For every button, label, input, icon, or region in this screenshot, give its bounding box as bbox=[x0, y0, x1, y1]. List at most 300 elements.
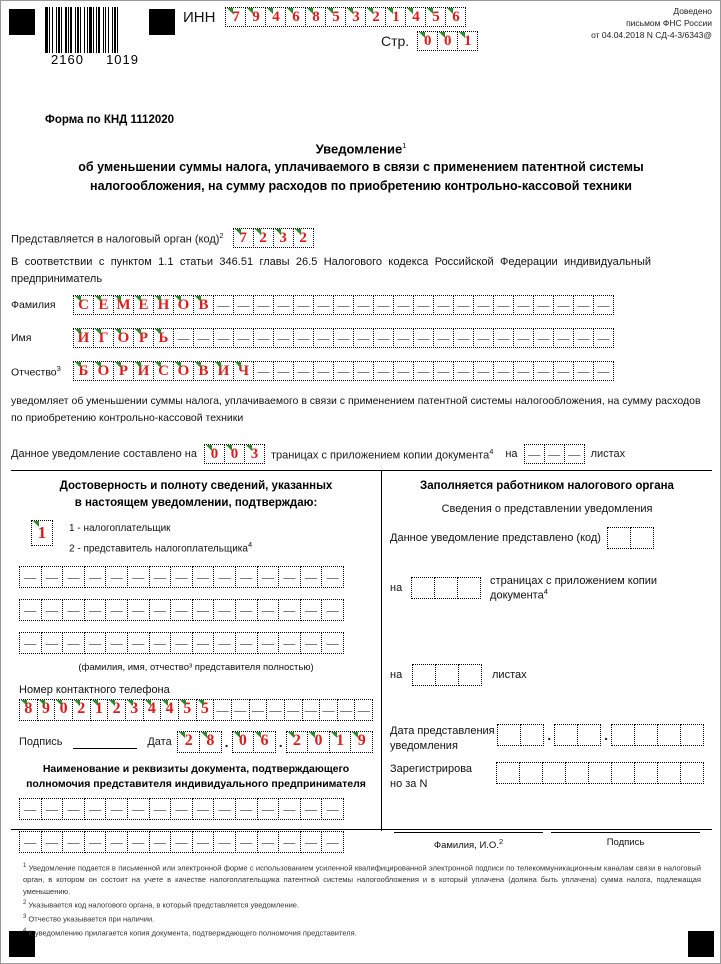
signature-date-input[interactable] bbox=[177, 731, 373, 753]
form-cell[interactable] bbox=[565, 762, 589, 784]
form-cell[interactable] bbox=[493, 328, 514, 348]
representative-name-row[interactable] bbox=[19, 599, 373, 621]
form-cell[interactable] bbox=[127, 798, 150, 820]
form-cell[interactable] bbox=[300, 599, 323, 621]
form-cell[interactable] bbox=[170, 798, 193, 820]
form-cell[interactable] bbox=[657, 762, 681, 784]
form-cell[interactable] bbox=[313, 328, 334, 348]
registration-number-input[interactable] bbox=[496, 762, 704, 784]
form-cell[interactable] bbox=[458, 664, 482, 686]
form-cell[interactable] bbox=[293, 295, 314, 315]
submission-date-label-line2: уведомления bbox=[390, 739, 458, 752]
signer-type-footnote-ref: 4 bbox=[247, 540, 253, 549]
form-cell[interactable] bbox=[278, 632, 301, 654]
form-cell[interactable] bbox=[235, 566, 258, 588]
form-cell[interactable]: 0 bbox=[204, 444, 225, 464]
document-title-line2: об уменьшении суммы налога, уплачиваемого в связи с применением патентной системы bbox=[78, 160, 644, 175]
officer-leaves-input[interactable] bbox=[412, 664, 482, 686]
form-cell[interactable] bbox=[278, 798, 301, 820]
form-cell[interactable] bbox=[393, 361, 414, 381]
form-cell[interactable] bbox=[333, 361, 354, 381]
form-cell[interactable]: В bbox=[193, 295, 214, 315]
form-cell[interactable]: 5 bbox=[325, 7, 346, 27]
source-note-line1: Доведено bbox=[673, 6, 712, 16]
form-cell[interactable]: 0 bbox=[232, 731, 255, 753]
form-cell[interactable]: О bbox=[173, 361, 194, 381]
form-cell[interactable] bbox=[62, 831, 85, 853]
form-cell[interactable] bbox=[493, 361, 514, 381]
form-cell[interactable]: 2 bbox=[107, 699, 126, 721]
form-cell[interactable] bbox=[313, 361, 334, 381]
footnote-text: Указывается код налогового органа, в который представляется уведомление. bbox=[26, 900, 300, 910]
form-cell[interactable]: Н bbox=[153, 295, 174, 315]
registration-number-label-line1: Зарегистрирова bbox=[390, 762, 473, 775]
form-cell[interactable] bbox=[393, 328, 414, 348]
officer-date-separator-2: . bbox=[604, 726, 608, 743]
surname-input[interactable] bbox=[73, 295, 614, 315]
form-cell[interactable] bbox=[533, 361, 554, 381]
form-cell[interactable]: 8 bbox=[305, 7, 326, 27]
form-cell[interactable]: О bbox=[93, 361, 114, 381]
form-cell[interactable]: 7 bbox=[233, 228, 254, 248]
form-cell[interactable] bbox=[170, 599, 193, 621]
form-cell[interactable]: 1 bbox=[457, 31, 478, 51]
authority-doc-input[interactable] bbox=[19, 798, 373, 853]
form-cell[interactable] bbox=[593, 361, 614, 381]
form-cell[interactable] bbox=[213, 566, 236, 588]
form-cell[interactable] bbox=[84, 798, 107, 820]
tax-authority-code-input[interactable] bbox=[233, 228, 314, 248]
form-cell[interactable] bbox=[321, 798, 344, 820]
form-cell[interactable] bbox=[193, 328, 214, 348]
form-cell[interactable]: 7 bbox=[225, 7, 246, 27]
form-cell[interactable] bbox=[127, 566, 150, 588]
form-cell[interactable]: 1 bbox=[329, 731, 352, 753]
form-cell[interactable] bbox=[413, 328, 434, 348]
form-cell[interactable] bbox=[353, 328, 374, 348]
form-cell[interactable] bbox=[411, 577, 435, 599]
form-cell[interactable] bbox=[105, 566, 128, 588]
form-cell[interactable] bbox=[553, 295, 574, 315]
form-cell[interactable]: С bbox=[153, 361, 174, 381]
patronymic-input[interactable] bbox=[73, 361, 614, 381]
officer-pages-input[interactable] bbox=[411, 577, 481, 599]
form-cell[interactable] bbox=[293, 328, 314, 348]
phone-input[interactable] bbox=[19, 699, 373, 721]
taxpayer-section-heading bbox=[19, 478, 373, 512]
authority-doc-caption bbox=[19, 762, 373, 792]
form-cell[interactable] bbox=[300, 798, 323, 820]
form-cell[interactable] bbox=[273, 361, 294, 381]
form-cell[interactable] bbox=[257, 566, 280, 588]
form-cell[interactable] bbox=[105, 632, 128, 654]
leaves-count-input[interactable] bbox=[524, 444, 585, 464]
submission-code-input[interactable] bbox=[607, 527, 654, 549]
footnote bbox=[23, 861, 701, 897]
form-cell[interactable] bbox=[544, 444, 565, 464]
form-cell[interactable]: 4 bbox=[160, 699, 179, 721]
form-cell[interactable] bbox=[149, 632, 172, 654]
form-cell[interactable] bbox=[127, 599, 150, 621]
officer-signature-row bbox=[390, 832, 704, 851]
form-cell[interactable] bbox=[41, 566, 64, 588]
form-cell[interactable] bbox=[577, 724, 601, 746]
form-cell[interactable] bbox=[253, 295, 274, 315]
form-cell[interactable] bbox=[266, 699, 285, 721]
form-cell[interactable] bbox=[473, 295, 494, 315]
form-cell[interactable] bbox=[41, 831, 64, 853]
form-cell[interactable] bbox=[496, 762, 520, 784]
form-cell[interactable]: 2 bbox=[286, 731, 309, 753]
form-cell[interactable] bbox=[213, 599, 236, 621]
form-cell[interactable] bbox=[257, 632, 280, 654]
document-title-main bbox=[61, 136, 661, 158]
form-cell[interactable] bbox=[630, 527, 654, 549]
form-cell[interactable] bbox=[149, 566, 172, 588]
form-cell[interactable]: И bbox=[133, 361, 154, 381]
form-cell[interactable] bbox=[257, 798, 280, 820]
form-cell[interactable] bbox=[293, 361, 314, 381]
form-cell[interactable]: 8 bbox=[19, 699, 38, 721]
form-cell[interactable]: 1 bbox=[90, 699, 109, 721]
form-cell[interactable] bbox=[213, 699, 232, 721]
form-cell[interactable] bbox=[373, 328, 394, 348]
form-cell[interactable] bbox=[149, 599, 172, 621]
form-cell[interactable] bbox=[192, 632, 215, 654]
form-cell[interactable] bbox=[170, 632, 193, 654]
form-cell[interactable] bbox=[412, 664, 436, 686]
inn-label: ИНН bbox=[183, 8, 216, 26]
form-cell[interactable] bbox=[235, 632, 258, 654]
form-cell[interactable]: 9 bbox=[350, 731, 373, 753]
form-cell[interactable]: 4 bbox=[265, 7, 286, 27]
form-cell[interactable] bbox=[611, 762, 635, 784]
form-cell[interactable] bbox=[524, 444, 545, 464]
form-cell[interactable] bbox=[41, 798, 64, 820]
form-cell[interactable]: Ч bbox=[233, 361, 254, 381]
tax-authority-label-text: Представляется в налоговый орган (код) bbox=[11, 233, 220, 246]
form-cell[interactable]: 3 bbox=[273, 228, 294, 248]
form-cell[interactable] bbox=[284, 699, 303, 721]
tax-authority-label bbox=[11, 231, 224, 246]
form-cell[interactable] bbox=[213, 831, 236, 853]
form-cell[interactable]: 9 bbox=[37, 699, 56, 721]
form-cell[interactable]: 2 bbox=[293, 228, 314, 248]
form-cell[interactable] bbox=[105, 798, 128, 820]
form-cell[interactable]: Б bbox=[73, 361, 94, 381]
form-cell[interactable]: О bbox=[113, 328, 134, 348]
form-cell[interactable]: 8 bbox=[199, 731, 222, 753]
form-cell[interactable] bbox=[353, 361, 374, 381]
footnote-text: Отчество указывается при наличии. bbox=[26, 914, 155, 924]
officer-pages-prefix: на bbox=[390, 582, 403, 595]
form-cell[interactable] bbox=[573, 295, 594, 315]
form-cell[interactable] bbox=[302, 699, 321, 721]
form-cell[interactable] bbox=[84, 632, 107, 654]
form-cell[interactable] bbox=[321, 566, 344, 588]
firstname-label: Имя bbox=[11, 332, 32, 344]
form-cell[interactable]: 4 bbox=[405, 7, 426, 27]
form-cell[interactable] bbox=[84, 831, 107, 853]
form-cell[interactable] bbox=[149, 798, 172, 820]
firstname-input[interactable] bbox=[73, 328, 614, 348]
patronymic-label bbox=[11, 364, 73, 379]
form-cell[interactable] bbox=[249, 699, 268, 721]
form-cell[interactable]: Р bbox=[113, 361, 134, 381]
form-cell[interactable] bbox=[278, 599, 301, 621]
form-cell[interactable]: 0 bbox=[437, 31, 458, 51]
pages-count-input[interactable] bbox=[204, 444, 265, 464]
form-cell[interactable] bbox=[453, 295, 474, 315]
form-cell[interactable] bbox=[213, 328, 234, 348]
form-cell[interactable] bbox=[19, 831, 42, 853]
tax-officer-section bbox=[382, 471, 712, 851]
form-cell[interactable]: О bbox=[173, 295, 194, 315]
form-cell[interactable]: 4 bbox=[143, 699, 162, 721]
form-cell[interactable] bbox=[573, 361, 594, 381]
form-cell[interactable] bbox=[41, 632, 64, 654]
form-cell[interactable]: 3 bbox=[345, 7, 366, 27]
form-cell[interactable] bbox=[433, 328, 454, 348]
form-cell[interactable] bbox=[520, 724, 544, 746]
date-label: Дата bbox=[147, 736, 172, 749]
form-cell[interactable] bbox=[333, 295, 354, 315]
form-cell[interactable] bbox=[353, 295, 374, 315]
officer-name-footnote-ref: 2 bbox=[498, 836, 504, 846]
inn-input[interactable] bbox=[225, 7, 466, 27]
form-cell[interactable]: 0 bbox=[417, 31, 438, 51]
form-cell[interactable] bbox=[84, 566, 107, 588]
taxpayer-section bbox=[11, 471, 381, 831]
form-cell[interactable] bbox=[321, 599, 344, 621]
form-cell[interactable] bbox=[493, 295, 514, 315]
form-cell[interactable] bbox=[513, 361, 534, 381]
form-cell[interactable] bbox=[611, 724, 635, 746]
form-cell[interactable] bbox=[213, 295, 234, 315]
form-cell[interactable] bbox=[62, 566, 85, 588]
form-cell[interactable]: Е bbox=[133, 295, 154, 315]
form-cell[interactable] bbox=[105, 599, 128, 621]
leaves-suffix-label: листах bbox=[590, 448, 626, 460]
form-cell[interactable]: 2 bbox=[365, 7, 386, 27]
form-cell[interactable] bbox=[231, 699, 250, 721]
officer-sign-label: Подпись bbox=[606, 836, 645, 848]
form-cell[interactable] bbox=[413, 361, 434, 381]
form-cell[interactable] bbox=[680, 724, 704, 746]
form-cell[interactable] bbox=[373, 361, 394, 381]
submission-code-label: Данное уведомление представлено (код) bbox=[390, 532, 601, 544]
form-cell[interactable]: 3 bbox=[244, 444, 265, 464]
form-cell[interactable] bbox=[278, 831, 301, 853]
form-cell[interactable] bbox=[19, 632, 42, 654]
form-cell[interactable] bbox=[84, 599, 107, 621]
form-cell[interactable] bbox=[273, 295, 294, 315]
form-cell[interactable] bbox=[257, 599, 280, 621]
form-cell[interactable] bbox=[573, 328, 594, 348]
form-cell[interactable] bbox=[513, 328, 534, 348]
form-cell[interactable] bbox=[433, 295, 454, 315]
form-cell[interactable] bbox=[257, 831, 280, 853]
form-cell[interactable]: И bbox=[73, 328, 94, 348]
form-cell[interactable] bbox=[513, 295, 534, 315]
firstname-row bbox=[11, 328, 614, 348]
form-cell[interactable] bbox=[634, 762, 658, 784]
form-cell[interactable]: 5 bbox=[178, 699, 197, 721]
form-cell[interactable] bbox=[170, 831, 193, 853]
form-cell[interactable] bbox=[593, 295, 614, 315]
form-cell[interactable]: Ь bbox=[153, 328, 174, 348]
representative-name-caption: (фамилия, имя, отчество³ представителя полностью) bbox=[78, 662, 314, 674]
form-cell[interactable]: 3 bbox=[125, 699, 144, 721]
form-cell[interactable] bbox=[435, 664, 459, 686]
form-cell[interactable] bbox=[313, 295, 334, 315]
form-cell[interactable] bbox=[273, 328, 294, 348]
submission-date-row bbox=[390, 724, 704, 754]
form-cell[interactable] bbox=[564, 444, 585, 464]
form-cell[interactable] bbox=[235, 798, 258, 820]
form-cell[interactable] bbox=[170, 566, 193, 588]
form-cell[interactable] bbox=[278, 566, 301, 588]
form-cell[interactable] bbox=[554, 724, 578, 746]
representative-name-row[interactable] bbox=[19, 632, 373, 654]
form-cell[interactable]: 9 bbox=[245, 7, 266, 27]
form-cell[interactable] bbox=[213, 798, 236, 820]
form-cell[interactable] bbox=[533, 295, 554, 315]
form-cell[interactable] bbox=[105, 831, 128, 853]
form-cell[interactable] bbox=[434, 577, 458, 599]
form-cell[interactable]: В bbox=[193, 361, 214, 381]
form-cell[interactable]: 6 bbox=[445, 7, 466, 27]
form-cell[interactable]: 6 bbox=[285, 7, 306, 27]
form-cell[interactable] bbox=[321, 632, 344, 654]
form-cell[interactable] bbox=[19, 599, 42, 621]
form-cell[interactable] bbox=[233, 295, 254, 315]
form-cell[interactable] bbox=[192, 599, 215, 621]
form-cell[interactable] bbox=[553, 328, 574, 348]
form-cell[interactable]: С bbox=[73, 295, 94, 315]
signature-line[interactable] bbox=[73, 736, 138, 749]
form-cell[interactable]: 6 bbox=[253, 731, 276, 753]
form-cell[interactable] bbox=[473, 328, 494, 348]
form-cell[interactable] bbox=[213, 632, 236, 654]
form-cell[interactable] bbox=[593, 328, 614, 348]
submission-date-input[interactable] bbox=[497, 724, 704, 746]
authority-doc-row[interactable] bbox=[19, 831, 373, 853]
form-cell[interactable] bbox=[519, 762, 543, 784]
form-cell[interactable] bbox=[235, 831, 258, 853]
form-cell[interactable] bbox=[393, 295, 414, 315]
officer-pages-row bbox=[390, 575, 704, 602]
date-separator-1: . bbox=[224, 734, 229, 751]
form-cell[interactable] bbox=[62, 798, 85, 820]
form-cell[interactable] bbox=[433, 361, 454, 381]
form-cell[interactable] bbox=[149, 831, 172, 853]
form-cell[interactable]: 5 bbox=[196, 699, 215, 721]
form-cell[interactable] bbox=[41, 599, 64, 621]
source-note bbox=[591, 5, 712, 41]
form-cell[interactable] bbox=[62, 632, 85, 654]
officer-sign-line[interactable] bbox=[551, 832, 700, 833]
paragraph-legal-basis: В соответствии с пунктом 1.1 статьи 346.51 главы 26.5 Налогового кодекса Российской Федерации индивидуальный предприниматель bbox=[11, 256, 651, 285]
form-cell[interactable]: 5 bbox=[425, 7, 446, 27]
form-cell[interactable] bbox=[319, 699, 338, 721]
form-cell[interactable]: 2 bbox=[177, 731, 200, 753]
authority-doc-row[interactable] bbox=[19, 798, 373, 820]
form-cell[interactable]: Е bbox=[93, 295, 114, 315]
form-cell[interactable] bbox=[192, 798, 215, 820]
form-cell[interactable] bbox=[497, 724, 521, 746]
form-cell[interactable] bbox=[373, 295, 394, 315]
form-cell[interactable] bbox=[300, 632, 323, 654]
inn-row bbox=[183, 7, 466, 27]
form-cell[interactable] bbox=[253, 361, 274, 381]
form-cell[interactable] bbox=[300, 566, 323, 588]
representative-name-row[interactable] bbox=[19, 566, 373, 588]
representative-name-input[interactable] bbox=[19, 566, 373, 654]
form-cell[interactable] bbox=[62, 599, 85, 621]
form-cell[interactable] bbox=[680, 762, 704, 784]
form-cell[interactable] bbox=[413, 295, 434, 315]
footnotes bbox=[23, 861, 701, 940]
officer-name-label-text: Фамилия, И.О. bbox=[433, 839, 499, 851]
form-cell[interactable]: 2 bbox=[72, 699, 91, 721]
form-cell[interactable] bbox=[453, 328, 474, 348]
form-cell[interactable] bbox=[192, 566, 215, 588]
form-cell[interactable] bbox=[253, 328, 274, 348]
page-number-input[interactable] bbox=[417, 31, 478, 51]
form-cell[interactable] bbox=[473, 361, 494, 381]
form-cell[interactable]: 1 bbox=[385, 7, 406, 27]
form-cell[interactable] bbox=[588, 762, 612, 784]
form-cell[interactable] bbox=[453, 361, 474, 381]
form-cell[interactable]: И bbox=[213, 361, 234, 381]
form-cell[interactable]: 0 bbox=[54, 699, 73, 721]
form-cell[interactable] bbox=[192, 831, 215, 853]
form-cell[interactable]: 0 bbox=[224, 444, 245, 464]
form-cell[interactable] bbox=[337, 699, 356, 721]
form-cell[interactable]: 0 bbox=[307, 731, 330, 753]
form-cell[interactable] bbox=[634, 724, 658, 746]
form-cell[interactable]: 2 bbox=[253, 228, 274, 248]
alignment-square-top-left bbox=[9, 9, 35, 35]
form-cell[interactable] bbox=[19, 798, 42, 820]
form-cell[interactable] bbox=[333, 328, 354, 348]
form-cell[interactable]: Р bbox=[133, 328, 154, 348]
form-cell[interactable] bbox=[553, 361, 574, 381]
form-cell[interactable] bbox=[607, 527, 631, 549]
footnote-number: 4 bbox=[23, 928, 27, 934]
form-cell[interactable] bbox=[657, 724, 681, 746]
form-cell[interactable] bbox=[127, 831, 150, 853]
form-cell[interactable]: Г bbox=[93, 328, 114, 348]
form-cell[interactable] bbox=[533, 328, 554, 348]
form-cell[interactable] bbox=[19, 566, 42, 588]
form-cell[interactable] bbox=[173, 328, 194, 348]
document-title-footnote-ref: 1 bbox=[402, 141, 407, 150]
officer-name-line[interactable] bbox=[394, 832, 543, 833]
form-cell[interactable] bbox=[235, 599, 258, 621]
form-cell[interactable]: М bbox=[113, 295, 134, 315]
form-cell[interactable] bbox=[354, 699, 373, 721]
form-cell[interactable] bbox=[542, 762, 566, 784]
form-cell[interactable] bbox=[300, 831, 323, 853]
signer-type-input[interactable]: 1 bbox=[31, 520, 53, 546]
form-cell[interactable] bbox=[457, 577, 481, 599]
form-cell[interactable] bbox=[233, 328, 254, 348]
form-cell[interactable] bbox=[321, 831, 344, 853]
form-cell[interactable] bbox=[127, 632, 150, 654]
footnote bbox=[23, 912, 701, 925]
